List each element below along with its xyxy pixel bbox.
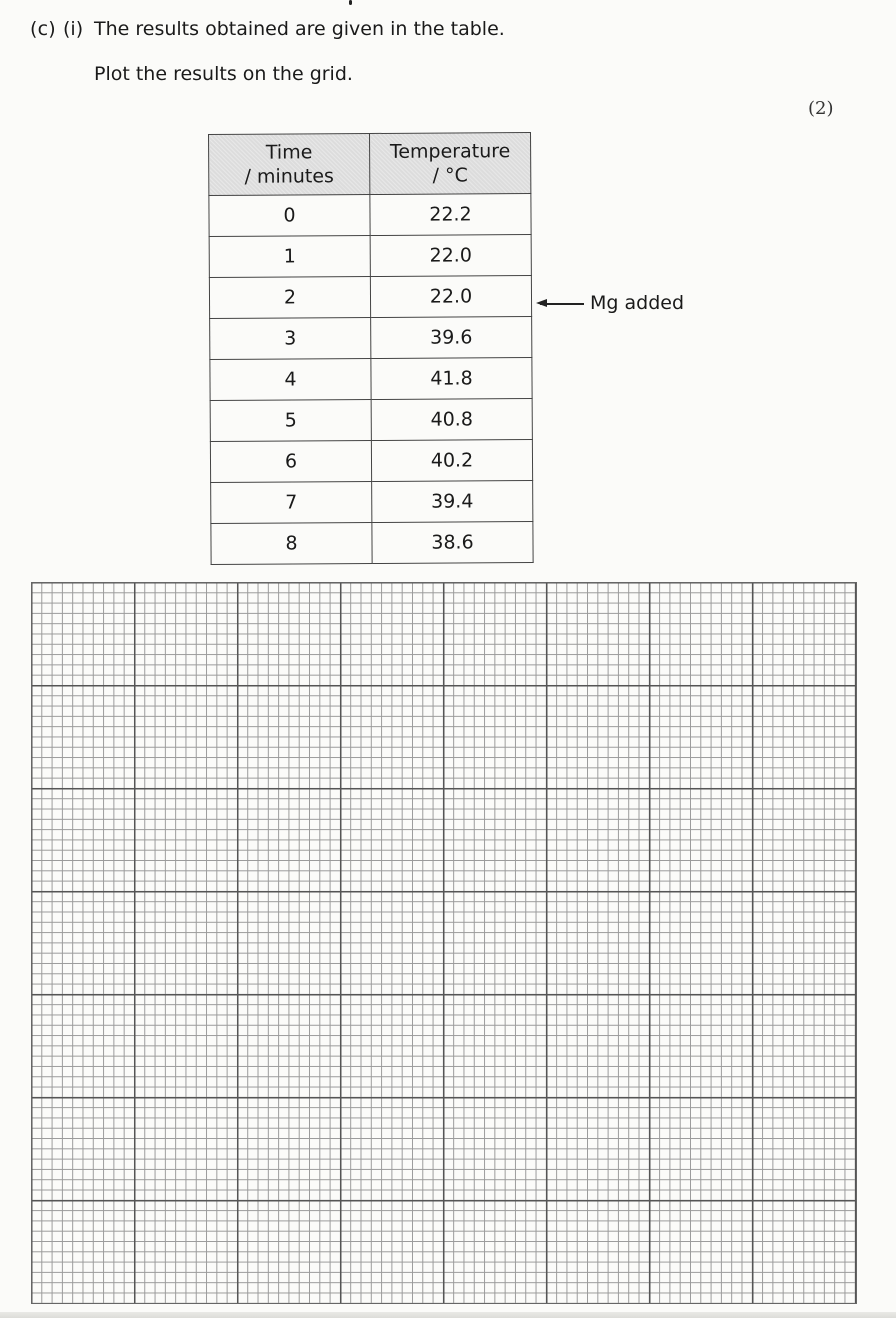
temperature-header-unit: / °C: [432, 164, 468, 187]
time-header-unit: / minutes: [244, 165, 334, 188]
table-row: [209, 194, 531, 237]
annotation-label: Mg added: [590, 292, 685, 314]
page-bottom-edge: [0, 1312, 896, 1318]
table-row: [210, 399, 532, 442]
time-cell: 4: [210, 359, 371, 401]
table-row: [210, 317, 532, 360]
temperature-cell: 22.0: [370, 276, 531, 318]
table-row: [209, 235, 531, 278]
temperature-cell: 40.8: [371, 399, 532, 441]
temperature-cell: 22.2: [370, 194, 531, 236]
marks-label: (2): [808, 98, 834, 119]
graph-paper-grid[interactable]: [31, 582, 857, 1304]
time-cell: 3: [210, 318, 371, 360]
table-row: [209, 276, 531, 319]
left-arrow-icon: [536, 298, 584, 308]
time-cell: 7: [211, 482, 372, 524]
table-header-row: [209, 133, 531, 196]
table-row: [210, 440, 532, 483]
temperature-cell: 41.8: [371, 358, 532, 400]
mg-added-annotation: [536, 292, 684, 314]
temperature-cell: 40.2: [371, 440, 532, 482]
question-subpart-label: (i): [63, 18, 84, 40]
time-header-title: Time: [265, 141, 313, 164]
temperature-cell: 38.6: [372, 522, 533, 564]
time-cell: 8: [211, 523, 372, 565]
temperature-header-title: Temperature: [389, 140, 511, 163]
question-instruction: Plot the results on the grid.: [94, 63, 353, 85]
time-cell: 1: [209, 236, 370, 278]
temperature-cell: 22.0: [370, 235, 531, 277]
time-cell: 2: [209, 277, 370, 319]
time-column-header: [209, 134, 370, 196]
temperature-cell: 39.6: [371, 317, 532, 359]
question-part-label: (c): [30, 18, 56, 40]
temperature-column-header: [370, 133, 531, 195]
table-row: [210, 358, 532, 401]
time-cell: 0: [209, 195, 370, 237]
results-table: [208, 132, 534, 565]
question-text: The results obtained are given in the table.: [94, 18, 505, 40]
table-row: [211, 522, 533, 565]
temperature-cell: 39.4: [372, 481, 533, 523]
page-mark: [349, 0, 352, 5]
time-cell: 5: [210, 400, 371, 442]
time-cell: 6: [210, 441, 371, 483]
table-row: [211, 481, 533, 524]
